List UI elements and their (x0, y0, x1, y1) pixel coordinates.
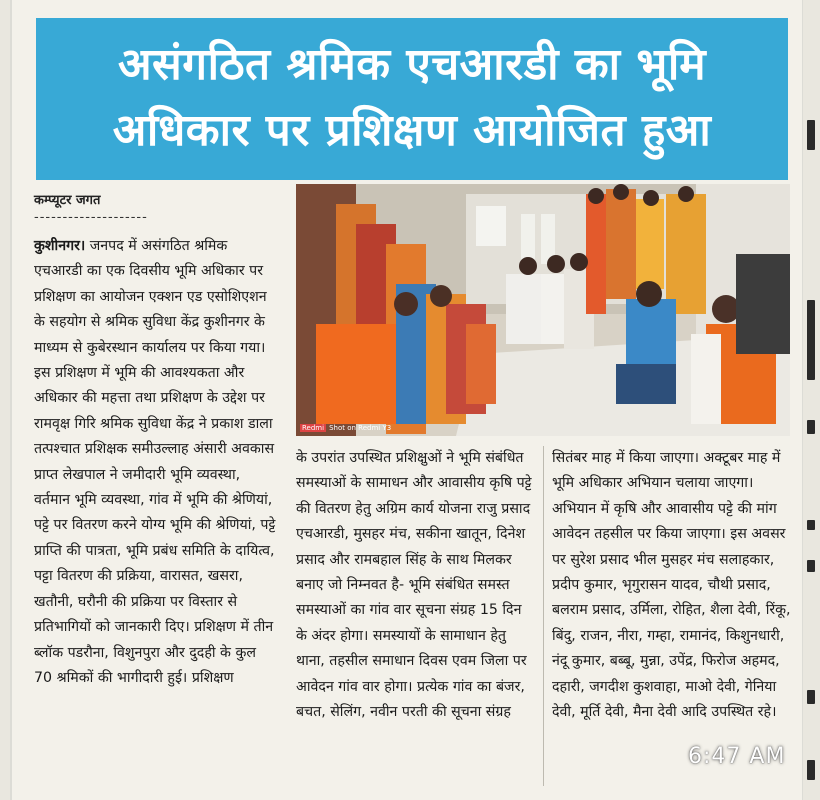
event-photo (296, 184, 790, 436)
column-3-text: सितंबर माह में किया जाएगा। अक्टूबर माह में भूमि अधिकार अभियान चलाया जाएगा। अभियान में कृषि और आवासीय पट्टे की मांग आवेदन तहसील पर किया जाएगा। इस अवसर पर सुरेश प्रसाद भील मुसहर मंच सलाहकार, प्रदीप कुमार, भृगुरासन यादव, चौथी प्रसाद, बलराम प्रसाद, उर्मिला, रोहित, शैला देवी, रिंकू, बिंदु, राजन, नीरा, गम्हा, रामानंद, किशुनधारी, नंदू कुमार, बब्बू, मुन्ना, उपेंद्र, फिरोज अहमद, दहारी, जगदीश कुशवाहा, माओ देवी, गेनिया देवी, मूर्ति देवी, मैना देवी आदि उपस्थित रहे। (552, 450, 791, 721)
photo-watermark-tag: Redmi (302, 424, 325, 432)
page-edge-left (0, 0, 10, 800)
source-divider: -------------------- (34, 210, 148, 225)
column-1-text: जनपद में असंगठित श्रमिक एचआरडी का एक दिवसीय भूमि अधिकार पर प्रशिक्षण का आयोजन एक्शन एड एसोशिएशन के सहयोग से श्रमिक सुविधा केंद्र कुशीनगर के माध्यम से कुबेरस्थान कार्यालय पर किया गया। इस प्रशिक्षण में भूमि की आवश्यकता और अधिकार की महत्ता तथा प्रशिक्षण के उद्देश पर रामवृक्ष गिरि श्रमिक सुविधा केंद्र ने प्रकाश डाला तत्पश्चात प्रशिक्षक समीउल्लाह अंसारी अवकास प्राप्त लेखपाल ने जमीदारी भूमि व्यवस्था, वर्तमान भूमि व्यवस्था, गांव में भूमि की श्रेणियां, पट्टे पर वितरण करने योग्य भूमि की श्रेणियां, पट्टे प्राप्ति की पात्रता, भूमि प्रबंध समिति के दायित्व, पट्टा वितरण की प्रक्रिया, वारासत, खसरा, खतौनी, घरौनी की प्रक्रिया पर विस्तार से प्रतिभागियों को जानकारी दिए। प्रशिक्षण में तीन ब्लॉक पडरौना, विशुनपुरा और दुदही के कुल 70 श्रमिकों की भागीदारी हुई। प्रशिक्षण (34, 238, 276, 686)
headline-line-2: अधिकार पर प्रशिक्षण आयोजित हुआ (112, 105, 712, 156)
column-divider (543, 446, 544, 786)
dateline: कुशीनगर। (34, 238, 86, 254)
column-2-text: के उपरांत उपस्थित प्रशिक्षुओं ने भूमि संबंधित समस्याओं के सामाधन और आवासीय कृषि पट्टे की वितरण हेतु अग्रिम कार्य योजना राजु प्रसाद एचआरडी, मुसहर मंच, सकीना खातून, दिनेश प्रसाद और रामबहाल सिंह के साथ मिलकर बनाए जो निम्नवत है- भूमि संबंधित समस्त समस्याओं का गांव वार सूचना संग्रह 15 दिन के अंदर होगा। समस्यायों के सामाधान हेतु थाना, तहसील समाधान दिवस एवम जिला पर आवेदन गांव वार होगा। प्रत्येक गांव का बंजर, बचत, सेलिंग, नवीन परती की सूचना संग्रह (296, 450, 532, 721)
photo-watermark (300, 424, 391, 432)
headline-line-1: असंगठित श्रमिक एचआरडी का भूमि (117, 39, 707, 90)
article-column-2 (296, 446, 534, 725)
news-source: कम्प्यूटर जगत (34, 193, 101, 208)
status-time: 6:47 AM (688, 744, 786, 769)
photo-watermark-text: Shot on Redmi Y3 (329, 424, 392, 432)
page-edge-right (803, 0, 820, 800)
article-column-3 (552, 446, 792, 725)
article-column-1 (34, 234, 276, 691)
headline-banner (36, 18, 788, 180)
